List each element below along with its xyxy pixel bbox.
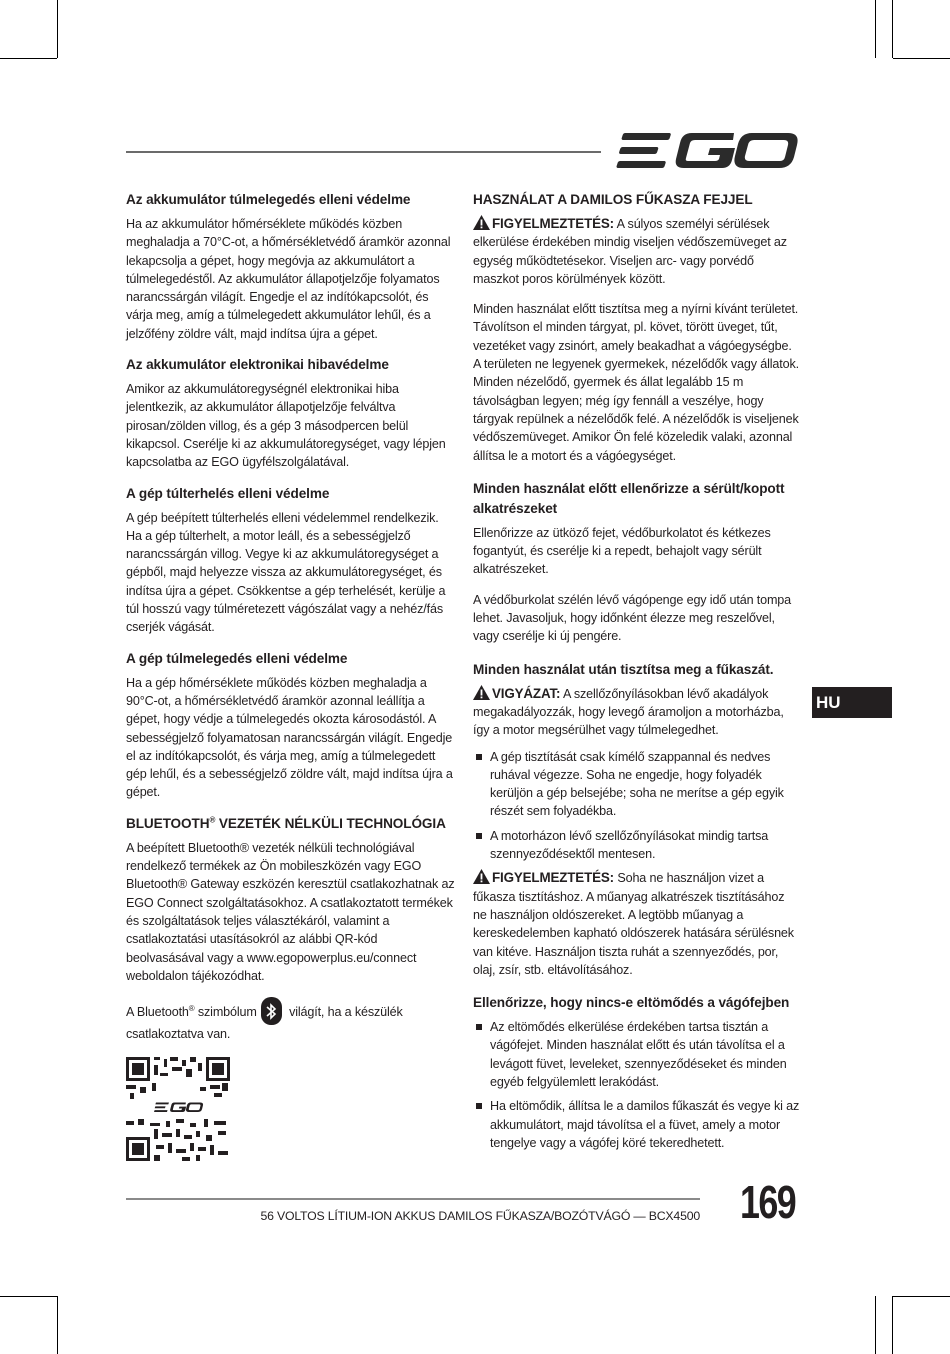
- bullet-list: [473, 1018, 800, 1152]
- list-item: [473, 1097, 800, 1152]
- right-column: [473, 190, 800, 1158]
- crop-mark: [0, 58, 57, 59]
- crop-mark: [875, 1296, 876, 1354]
- paragraph: A beépített Bluetooth® vezeték nélküli technológiával rendelkező termékek az Ön mobileszközén vagy EGO Bluetooth® Gateway eszközén keresztül csatlakozhatnak az EGO Connect szolgáltatásokhoz. A csatlakoztatott termékek és szolgáltatások teljes választékáról, valamint a csatlakoztatási utasításokról az alábbi QR-kód beolvasásával vagy a www.egopowerplus.eu/connect weboldalon tájékozódhat.: [126, 840, 455, 983]
- title-part: VEZETÉK NÉLKÜLI TECHNOLÓGIA: [215, 815, 446, 831]
- section-title-bluetooth: [126, 814, 456, 834]
- paragraph: Ha a gép hőmérséklete működés közben meghaladja a 90°C-ot, a hőmérsékletvédő áramkör azonnal leállítja a gépet, hogy védje a túlmelegedés okozta károsodástól. A sebességjelző folyamatosan narancssárgán világít. Engedje el az indítókapcsolót, és várja meg, amíg a túlmelegedett gép lehűl, és a sebességjelző zöldre vált, majd indítsa újra a gépet.: [126, 675, 453, 800]
- footer-rule: [126, 1198, 700, 1200]
- header-rule: [126, 151, 601, 153]
- warning-label: FIGYELMEZTETÉS:: [492, 216, 614, 231]
- crop-mark: [893, 58, 950, 59]
- warning-icon: [473, 215, 490, 230]
- list-item: [473, 748, 800, 821]
- section-title: Ellenőrizze, hogy nincs-e eltömődés a vágófejben: [473, 995, 790, 1011]
- paragraph: A védőburkolat szélén lévő vágópenge egy idő után tompa lehet. Javasoljuk, hogy időnként élezze meg reszelővel, vagy cserélje ki új pengére.: [473, 592, 792, 644]
- qr-code: [126, 1057, 230, 1161]
- page-number: 169: [740, 1176, 796, 1228]
- list-item: [473, 827, 800, 864]
- text-part: világít, ha a készülék csatlakoztatva van.: [126, 1005, 403, 1042]
- section-title: Minden használat előtt ellenőrizze a sérült/kopott alkatrészeket: [473, 480, 785, 516]
- crop-mark: [57, 0, 58, 58]
- warning-paragraph: [473, 215, 800, 288]
- crop-mark: [892, 0, 893, 58]
- list-item-text: A motorházon lévő szellőzőnyílásokat mindig tartsa szennyeződésektől mentesen.: [490, 828, 769, 862]
- crop-mark: [0, 1296, 57, 1297]
- caution-label: VIGYÁZAT:: [492, 685, 561, 701]
- section-title: A gép túlterhelés elleni védelme: [126, 485, 330, 501]
- bullet-icon: [476, 833, 482, 839]
- crop-mark: [57, 1296, 58, 1354]
- paragraph: Ellenőrizze az ütköző fejet, védőburkolatot és kétkezes fogantyút, és cserélje ki a repedt, behajolt vagy sérült alkatrészeket.: [473, 525, 771, 577]
- crop-mark: [893, 1296, 950, 1297]
- warning-text: Soha ne használjon vizet a fűkasza tisztításhoz. A műanyag alkatrészek tisztításához ne használjon oldószereket. A legtöbb műanyag a kereskedelemben kapható oldószerek hatására sérülésnek van kitéve. Használjon tiszta ruhát a szennyeződés, por, olaj, zsír, stb. eltávolításához.: [473, 871, 794, 977]
- caution-paragraph: [473, 685, 800, 740]
- section-title: Minden használat után tisztítsa meg a fűkaszát.: [473, 661, 774, 677]
- crop-mark: [875, 0, 876, 58]
- warning-text: A súlyos személyi sérülések elkerülése érdekében mindig viseljen védőszemüveget az egység működtetésekor. Viseljen arc- vagy porvédő maszkot poros körülmények között.: [473, 217, 787, 286]
- bullet-icon: [476, 754, 482, 760]
- caution-text: A szellőzőnyílásokban lévő akadályok megakadályozzák, hogy levegő áramoljon a motorházba, így a motor megsérülhet vagy túlmelegedhet.: [473, 686, 784, 738]
- registered-mark: ®: [209, 815, 216, 825]
- section-title: Az akkumulátor túlmelegedés elleni védelme: [126, 192, 411, 207]
- bluetooth-icon: [261, 997, 282, 1025]
- list-item-text: A gép tisztítását csak kímélő szappannal és nedves ruhával végezze. Soha ne engedje, hogy folyadék kerüljön a gép belsejébe; soha ne merítse a gép egyik részét sem folyadékba.: [490, 749, 784, 819]
- warning-icon: [473, 685, 490, 700]
- paragraph: A gép beépített túlterhelés elleni védelemmel rendelkezik. Ha a gép túlterhelt, a motor leáll, és a sebességjelző narancssárgán villog. Vegye ki az akkumulátoregységet a gépből, majd helyezze vissza az akkumulátoregységet, és indítsa újra a gépet. Csökkentse a gép terhelését, kerülje a túl hosszú vagy túlméretezett vágószálat vagy a nehéz/fás cserjék vágását.: [126, 510, 446, 635]
- ego-logo: [616, 131, 800, 171]
- list-item-text: Ha eltömődik, állítsa le a damilos fűkaszát és vegye ki az akkumulátort, majd távolítsa el a füvet, amely a motor tengelye vagy a vágófej köré tekeredhetett.: [490, 1099, 800, 1150]
- paragraph: Amikor az akkumulátoregységnél elektronikai hiba jelentkezik, az akkumulátor állapotjelzője felváltva pirosan/zölden villog, és a gép 3 másodpercen belül kikapcsol. Cserélje ki az akkumulátoregységet, vagy lépjen kapcsolatba az EGO ügyfélszolgálatával.: [126, 382, 446, 470]
- bullet-icon: [476, 1103, 482, 1109]
- section-title: HASZNÁLAT A DAMILOS FŰKASZA FEJJEL: [473, 192, 753, 207]
- paragraph: Ha az akkumulátor hőmérséklete működés közben meghaladja a 70°C-ot, a hőmérsékletvédő áramkör azonnal lekapcsolja a gépet, hogy megóvja az akkumulátort a túlmelegedéstől. Az akkumulátor állapotjelzője folyamatos narancssárgán világít. Engedje el az indítókapcsolót, és várja meg, amíg a túlmelegedett akkumulátor lehűl, és a jelzőfény zöldre vált, majd indítsa újra a gépet.: [126, 217, 451, 341]
- text-part: szimbólum: [194, 1005, 257, 1020]
- warning-icon: [473, 869, 490, 884]
- left-column: [126, 190, 456, 1167]
- section-title: A gép túlmelegedés elleni védelme: [126, 650, 348, 666]
- warning-paragraph: [473, 869, 800, 979]
- warning-label: FIGYELMEZTETÉS:: [492, 870, 614, 886]
- list-item-text: Az eltömődés elkerülése érdekében tartsa tisztán a vágófejet. Minden használat előtt és után távolítsa el a levágott füvet, leveleket, szennyeződéseket és minden egyéb felgyülemlett lerakódást.: [490, 1020, 787, 1089]
- crop-mark: [892, 1296, 893, 1354]
- bullet-icon: [476, 1024, 482, 1030]
- paragraph: Minden használat előtt tisztítsa meg a nyírni kívánt területet. Távolítson el minden tárgyat, pl. követ, törött üveget, tűt, vezetéket vagy zsinórt, amely beakadhat a vágóegységbe. A területen ne legyenek gyermekek, nézelődők vagy állatok. Minden nézelődő, gyermek és állat legalább 15 m távolságban legyen; még így fennáll a veszélye, hogy tárgyak repülnek a nézelődők felé. A nézelődők is viseljenek védőszemüveget. Amikor Ön felé közeledik valaki, azonnal állítsa le a motort és a vágóegységet.: [473, 302, 799, 463]
- registered-mark: ®: [188, 1003, 195, 1013]
- paragraph-bluetooth-symbol: [126, 997, 456, 1043]
- footer-title: 56 VOLTOS LÍTIUM-ION AKKUS DAMILOS FŰKASZA/BOZÓTVÁGÓ — BCX4500: [260, 1209, 700, 1223]
- section-title: Az akkumulátor elektronikai hibavédelme: [126, 357, 389, 373]
- language-tab: HU: [812, 687, 892, 718]
- text-part: A Bluetooth: [126, 1005, 189, 1020]
- title-part: BLUETOOTH: [126, 815, 210, 831]
- list-item: [473, 1018, 800, 1091]
- bullet-list: [473, 748, 800, 864]
